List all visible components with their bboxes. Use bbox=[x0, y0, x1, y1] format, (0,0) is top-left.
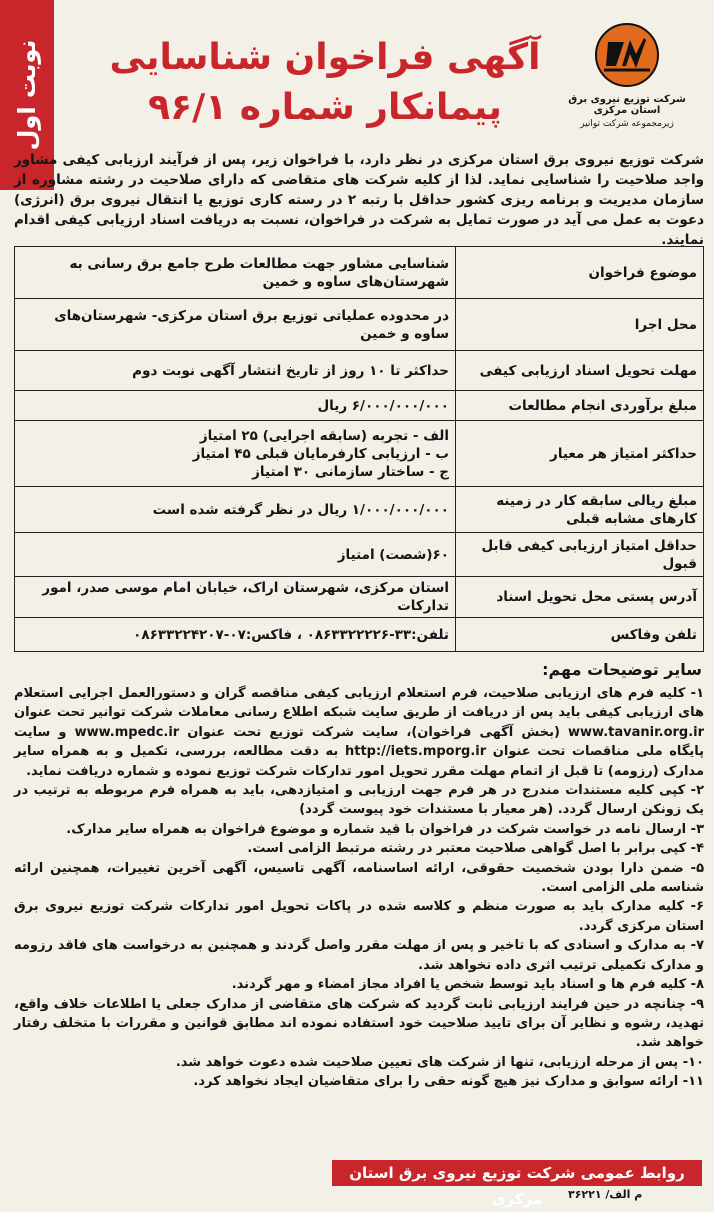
public-relations-footer: روابط عمومی شرکت توزیع نیروی برق استان مرکزی bbox=[332, 1160, 702, 1186]
notes-heading: سایر توضیحات مهم: bbox=[542, 660, 702, 679]
note-1-text-c: و سایت پایگاه ملی مناقصات تحت عنوان bbox=[14, 724, 705, 760]
note-item: ۸- کلیه فرم ها و اسناد باید توسط شخص یا افراد مجاز امضاء و مهر گردند. bbox=[231, 977, 704, 993]
tavanir-website-link[interactable]: www.tavanir.org.ir bbox=[568, 724, 705, 740]
row-value: ۶/۰۰۰/۰۰۰/۰۰۰ ریال bbox=[15, 391, 456, 421]
notes-list bbox=[14, 684, 704, 1092]
table-row bbox=[15, 247, 704, 299]
row-label: مبلغ ریالی سابقه کار در زمینه کارهای مشابه قبلی bbox=[456, 487, 704, 533]
table-row bbox=[15, 533, 704, 577]
row-value: شناسایی مشاور جهت مطالعات طرح جامع برق رسانی به شهرستان‌های ساوه و خمین bbox=[15, 247, 456, 299]
iets-website-link[interactable]: http://iets.mporg.ir bbox=[344, 744, 487, 760]
note-1-text-a: ۱- کلیه فرم های ارزیابی صلاحیت، فرم استعلام ارزیابی کیفی مناقصه گران و دستورالعمل اجرایی استعلام های ارزیابی کیفی باید پس از دریافت از طریق سایت شبکه اطلاع رسانی معاملات شرکت توانیر تحت عنوان bbox=[14, 686, 704, 721]
note-item: ۵- ضمن دارا بودن شخصیت حقوقی، ارائه اساسنامه، آگهی تاسیس، آگهی آخرین تغییرات، همچنین ارائه شناسه ملی الزامی است. bbox=[14, 860, 704, 896]
note-item: ۳- ارسال نامه در خواست شرکت در فراخوان با قید شماره و موضوع فراخوان به همراه سایر مدارک. bbox=[66, 821, 704, 837]
score-item: ب - ارزیابی کارفرمایان قبلی ۴۵ امتیاز bbox=[192, 445, 449, 462]
table-row bbox=[15, 421, 704, 487]
note-item: ۷- به مدارک و اسنادی که با تاخیر و پس از مهلت مقرر واصل گردند و همچنین به درخواست های فاقد رزومه و مدارک تکمیلی ترتیب اثری داده نخواهد شد. bbox=[14, 938, 704, 973]
ad-title bbox=[90, 34, 560, 134]
row-value: استان مرکزی، شهرستان اراک، خیابان امام موسی صدر، امور تدارکات bbox=[15, 577, 456, 618]
row-label: حداقل امتیاز ارزیابی کیفی قابل قبول bbox=[456, 533, 704, 577]
row-label: آدرس پستی محل تحویل اسناد bbox=[456, 577, 704, 618]
row-value: ۶۰(شصت) امتیاز bbox=[15, 533, 456, 577]
note-1-text-b: (بخش آگهی فراخوان)، سایت شرکت توزیع تحت عنوان bbox=[187, 724, 560, 740]
row-label: تلفن وفاکس bbox=[456, 618, 704, 652]
table-row bbox=[15, 299, 704, 351]
row-label: حداکثر امتیاز هر معیار bbox=[456, 421, 704, 487]
title-line-2: پیمانکار شماره ۹۶/۱ bbox=[148, 87, 502, 128]
row-label: مهلت تحویل اسناد ارزیابی کیفی bbox=[456, 351, 704, 391]
table-row bbox=[15, 618, 704, 652]
strip-label: نوبت اول bbox=[13, 39, 41, 151]
score-item: الف - تجربه (سابقه اجرایی) ۲۵ امتیاز bbox=[199, 427, 449, 444]
mpedc-website-link[interactable]: www.mpedc.ir bbox=[74, 724, 180, 740]
row-label: محل اجرا bbox=[456, 299, 704, 351]
row-label: موضوع فراخوان bbox=[456, 247, 704, 299]
score-item: ج - ساختار سازمانی ۳۰ امتیاز bbox=[252, 463, 449, 480]
table-row bbox=[15, 487, 704, 533]
note-item bbox=[14, 684, 704, 781]
row-label: مبلغ برآوردی انجام مطالعات bbox=[456, 391, 704, 421]
lightning-tower-icon bbox=[594, 22, 660, 88]
logo-company-name: شرکت توزیع نیروی برق استان مرکزی bbox=[568, 94, 686, 116]
row-value: حداکثر تا ۱۰ روز از تاریخ انتشار آگهی نوبت دوم bbox=[15, 351, 456, 391]
note-item: ۲- کپی کلیه مستندات مندرج در هر فرم جهت ارزیابی و امتیازدهی، باید به همراه فرم مربوطه به ترتیب در یک زونکن ارسال گردد. (هر معیار با مستندات خود پیوست گردد) bbox=[14, 783, 704, 818]
note-item: ۴- کپی برابر با اصل گواهی صلاحیت معتبر در رشته مرتبط الزامی است. bbox=[247, 841, 704, 857]
title-line-1: آگهی فراخوان شناسایی bbox=[109, 37, 541, 78]
row-value: ۱/۰۰۰/۰۰۰/۰۰۰ ریال در نظر گرفته شده است bbox=[15, 487, 456, 533]
call-details-table bbox=[14, 246, 704, 652]
logo-subtitle: زیرمجموعه شرکت توانیر bbox=[580, 119, 674, 129]
score-list bbox=[15, 421, 456, 487]
row-value: در محدوده عملیاتی توزیع برق استان مرکزی- شهرستان‌های ساوه و خمین bbox=[15, 299, 456, 351]
note-item: ۹- چنانچه در حین فرایند ارزیابی ثابت گردید که شرکت های متقاضی از مدارک جعلی یا اطلاعات خلاف واقع، تهدید، رشوه و نظایر آن برای تایید صلاحیت خود استفاده نموده اند مطابق قوانین و مقررات با متخلف رفتار خواهد شد. bbox=[14, 996, 704, 1051]
intro-paragraph: شرکت توزیع نیروی برق استان مرکزی در نظر دارد، با فراخوان زیر، پس از فرآیند ارزیابی کیفی مشاور واجد صلاحیت را شناسایی نماید. لذا از کلیه شرکت های متقاضی که دارای صلاحیت در رشته مشاوره از سازمان مدیریت و برنامه ریزی کشور حداقل با رتبه ۲ در رسته کاری توزیع یا انتقال نیروی برق (انرژی) دعوت به عمل می آید در صورت تمایل به شرکت در فراخوان، نسبت به دریافت اسناد ارزیابی کیفی اقدام نمایند. bbox=[14, 152, 704, 248]
note-item: ۱۰- پس از مرحله ارزیابی، تنها از شرکت های تعیین صلاحیت شده دعوت خواهد شد. bbox=[175, 1054, 704, 1070]
ad-code: م الف/ ۳۶۲۲۱ bbox=[568, 1188, 643, 1201]
table-row bbox=[15, 391, 704, 421]
company-logo bbox=[552, 22, 702, 162]
table-row bbox=[15, 577, 704, 618]
note-item: ۶- کلیه مدارک باید به صورت منظم و کلاسه شده در پاکات تحویل امور تدارکات شرکت توزیع نیروی برق استان مرکزی گردد. bbox=[14, 899, 704, 934]
row-value: تلفن:۳۳-۰۸۶۳۳۲۲۲۲۶ ، فاکس:۰۷-۰۸۶۳۳۲۲۴۲۰۷ bbox=[15, 618, 456, 652]
note-1-text-d: به دقت مطالعه، بررسی، تکمیل و به همراه سایر مدارک (رزومه) تا قبل از اتمام مهلت مقرر تحویل امور تدارکات شرکت توزیع نموده و شماره دریافت نماید. bbox=[14, 744, 704, 779]
note-item: ۱۱- ارائه سوابق و مدارک نیز هیچ گونه حقی را برای متقاضیان ایجاد نخواهد کرد. bbox=[193, 1074, 704, 1090]
table-row bbox=[15, 351, 704, 391]
